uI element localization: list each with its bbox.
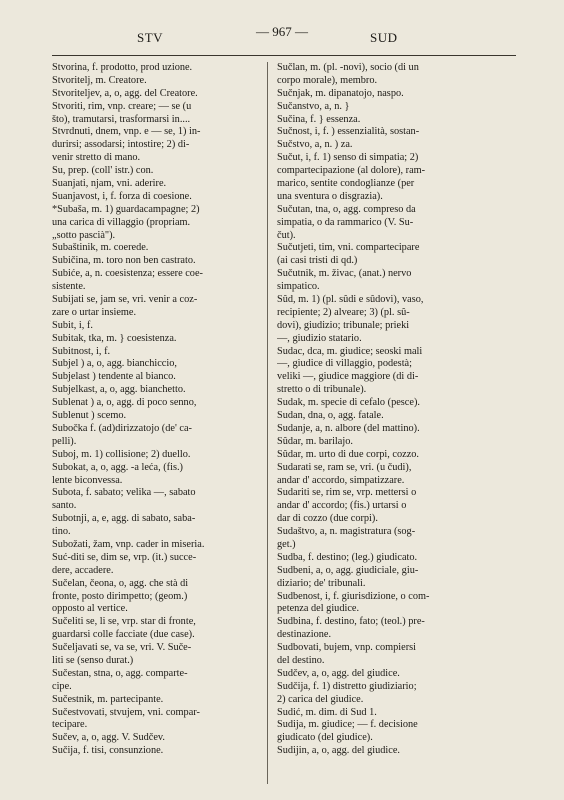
entry-line: Sučeljavati se, va se, vri. V. Suče- [52, 642, 192, 654]
entry-line: andar d' accordo; (fis.) urtarsi o [277, 500, 407, 512]
entry-line: Subočka f. (ad)dirizzatojo (de' ca- [52, 422, 192, 434]
header-left-guide-word: STV [137, 30, 164, 45]
entry-line: Sučutjeti, tim, vni. compartecipare [277, 242, 420, 254]
entry-line: —, giudice di villaggio, podestà; [277, 358, 412, 370]
entry-line: Subijati se, jam se, vri. venir a coz- [52, 294, 198, 306]
entry-line: Sučestan, stna, o, agg. comparte- [52, 667, 188, 679]
entry-line: „sotto pascià"). [52, 229, 116, 241]
entry-line: sistente. [52, 281, 86, 293]
entry-line: Sudak, m. specie di cefalo (pesce). [277, 397, 420, 409]
entry-line: Stvorina, f. prodotto, prod uzione. [52, 62, 193, 73]
entry-line: Sûdar, m. barilajo. [277, 435, 353, 447]
entry-line: petenza del giudice. [277, 603, 360, 615]
entry-line: Sudac, dca, m. giudice; seoski mali [277, 345, 423, 357]
entry-line: una carica di villaggio (propriam. [52, 216, 191, 228]
entry-line: tino. [52, 526, 71, 538]
entry-line: venir stretto di mano. [52, 152, 141, 164]
entry-line: Sudan, dna, o, agg. fatale. [277, 410, 384, 422]
entry-line: get.) [277, 538, 296, 550]
entry-line: dere, accadere. [52, 564, 114, 576]
entry-line: Subitak, tka, m. } coesistenza. [52, 332, 177, 344]
entry-line: veliki —, giudice maggiore (di di- [277, 371, 419, 383]
entry-line: dar di cozzo (due corpi). [277, 513, 378, 525]
entry-line: cipe. [52, 680, 72, 692]
entry-line: Sučeliti se, li se, vrp. star di fronte, [52, 616, 196, 628]
entry-line: Sučnost, i, f. ) essenzialità, sostan- [277, 126, 420, 138]
entry-line: fronte, posto dirimpetto; (geom.) [52, 590, 188, 602]
entry-line: Sučestvovati, stvujem, vni. compar- [52, 706, 200, 718]
entry-line: Sučutnik, m. živac, (anat.) nervo [277, 268, 412, 280]
entry-line: lente biconvessa. [52, 474, 123, 486]
entry-line: tecipare. [52, 719, 88, 731]
entry-line: Subokat, a, o, agg. -a leća, (fis.) [52, 461, 183, 473]
entry-line: Sučstvo, a, n. ) za. [277, 139, 353, 151]
entry-line: Sudija, m. giudice; — f. decisione [277, 719, 418, 731]
header-rule [52, 55, 516, 56]
left-column [52, 62, 274, 758]
entry-line: Sudbeni, a, o, agg. giudiciale, giu- [277, 564, 419, 576]
entry-line: Sudariti se, rim se, vrp. mettersi o [277, 487, 417, 499]
entry-line: Sublenat ) a, o, agg. di poco senno, [52, 397, 197, 409]
entry-line: Stvoriteljev, a, o, agg. del Creatore. [52, 87, 198, 99]
entry-line: Sûd, m. 1) (pl. sûdi e sûdovi), vaso, [277, 294, 424, 306]
entry-line: Subičina, m. toro non ben castrato. [52, 255, 196, 267]
entry-line: Subitnost, i, f. [52, 345, 111, 357]
entry-line: andar d' accordo, simpatizzare. [277, 474, 405, 486]
entry-line: liti se (senso durat.) [52, 654, 134, 666]
entry-line: Suć-diti se, dim se, vrp. (it.) succe- [52, 551, 197, 563]
entry-line: diziario; de' tribunali. [277, 577, 366, 589]
entry-line: čut). [277, 229, 296, 241]
entry-line: zare o urtar insieme. [52, 306, 137, 318]
entry-line: Subjelast ) tendente al bianco. [52, 371, 176, 383]
entry-line: Sučanstvo, a, n. } [277, 100, 350, 112]
entry-line: Subiće, a, n. coesistenza; essere coe- [52, 268, 203, 280]
entry-line: što), tramutarsi, trasformarsi in.... [52, 113, 191, 125]
entry-line: Sučija, f. tisi, consunzione. [52, 745, 164, 757]
entry-line: Sudijin, a, o, agg. del giudice. [277, 745, 400, 757]
page-number: — 967 — [256, 24, 308, 39]
page-header [0, 24, 564, 48]
entry-line: Suanjavost, i, f. forza di coesione. [52, 190, 192, 202]
entry-line: Sublenut ) scemo. [52, 410, 127, 422]
entry-line: recipiente; 2) alveare; 3) (pl. sû- [277, 306, 410, 318]
entry-line: una sventura o disgrazia). [277, 190, 383, 202]
entry-line: Sučev, a, o, agg. V. Sudčev. [52, 732, 165, 744]
entry-line: Sučnjak, m. dipanatojo, naspo. [277, 87, 404, 99]
entry-line: Sûdar, m. urto di due corpi, cozzo. [277, 448, 419, 460]
entry-line: 2) carica del giudice. [277, 693, 364, 705]
header-right-guide-word: SUD [370, 30, 398, 45]
entry-line: del destino. [277, 654, 325, 666]
entry-line: Subožati, žam, vnp. cader in miseria. [52, 538, 205, 550]
entry-line: stretto o di tribunale). [277, 384, 367, 396]
entry-line: pelli). [52, 435, 77, 447]
entry-line: Sudbenost, i, f. giurisdizione, o com- [277, 590, 430, 602]
entry-line: Sučlan, m. (pl. -novi), socio (di un [277, 62, 419, 73]
entry-line: guardarsi colle facciate (due case). [52, 629, 195, 641]
entry-line: corpo morale), membro. [277, 74, 378, 86]
entry-line: Stvrdnuti, dnem, vnp. e — se, 1) in- [52, 126, 201, 138]
entry-line: Sučut, i, f. 1) senso di simpatia; 2) [277, 152, 419, 164]
entry-line: Sudarati se, ram se, vri. (u čudi), [277, 461, 412, 473]
entry-line: Sudanje, a, n. albore (del mattino). [277, 422, 420, 434]
entry-line: Suanjati, njam, vni. aderire. [52, 178, 167, 190]
entry-line: Subaštinik, m. coerede. [52, 242, 149, 254]
entry-line: Sudić, m. dim. di Sud 1. [277, 706, 377, 718]
entry-line: Sudbovati, bujem, vnp. compiersi [277, 642, 416, 654]
entry-line: opposto al vertice. [52, 603, 128, 615]
entry-line: Suboj, m. 1) collisione; 2) duello. [52, 448, 191, 460]
entry-line: simpatia, o da rammarico (V. Su- [277, 216, 414, 228]
entry-line: Stvoriti, rim, vnp. creare; — se (u [52, 100, 192, 112]
entry-line: Sučutan, tna, o, agg. compreso da [277, 203, 416, 215]
entry-line: giudicato (del giudice). [277, 732, 373, 744]
entry-line: compartecipazione (al dolore), ram- [277, 165, 426, 177]
entry-line: santo. [52, 500, 77, 512]
entry-line: Sudaštvo, a, n. magistratura (sog- [277, 526, 416, 538]
entry-line: Subjelkast, a, o, agg. bianchetto. [52, 384, 186, 396]
entry-line: —, giudizio statario. [277, 332, 362, 344]
entry-line: (ai casi tristi di qd.) [277, 255, 358, 267]
entry-line: Subjel ) a, o, agg. bianchiccio, [52, 358, 177, 370]
entry-line: dovi), giudizio; tribunale; prieki [277, 319, 410, 331]
right-column [277, 62, 499, 758]
entry-line: Sudba, f. destino; (leg.) giudicato. [277, 551, 418, 563]
entry-line: simpatico. [277, 281, 320, 293]
entry-line: Sudbina, f. destino, fato; (teol.) pre- [277, 616, 425, 628]
entry-line: destinazione. [277, 629, 332, 641]
entry-line: durirsi; assodarsi; intostire; 2) di- [52, 139, 190, 151]
entry-line: Sučelan, čeona, o, agg. che stà di [52, 577, 189, 589]
entry-line: Subotnji, a, e, agg. di sabato, saba- [52, 513, 196, 525]
entry-line: Su, prep. (coll' istr.) con. [52, 165, 154, 177]
entry-line: Sudčija, f. 1) distretto giudiziario; [277, 680, 417, 692]
entry-line: Sučina, f. } essenza. [277, 113, 361, 125]
entry-line: Subit, i, f. [52, 319, 93, 331]
entry-line: Subota, f. sabato; velika —, sabato [52, 487, 196, 499]
entry-line: marico, sentite condoglianze (per [277, 178, 415, 190]
entry-line: *Subaša, m. 1) guardacampagne; 2) [52, 203, 200, 215]
entry-line: Stvoritelj, m. Creatore. [52, 74, 147, 86]
entry-line: Sudčev, a, o, agg. del giudice. [277, 667, 400, 679]
entry-line: Sučestnik, m. partecipante. [52, 693, 164, 705]
